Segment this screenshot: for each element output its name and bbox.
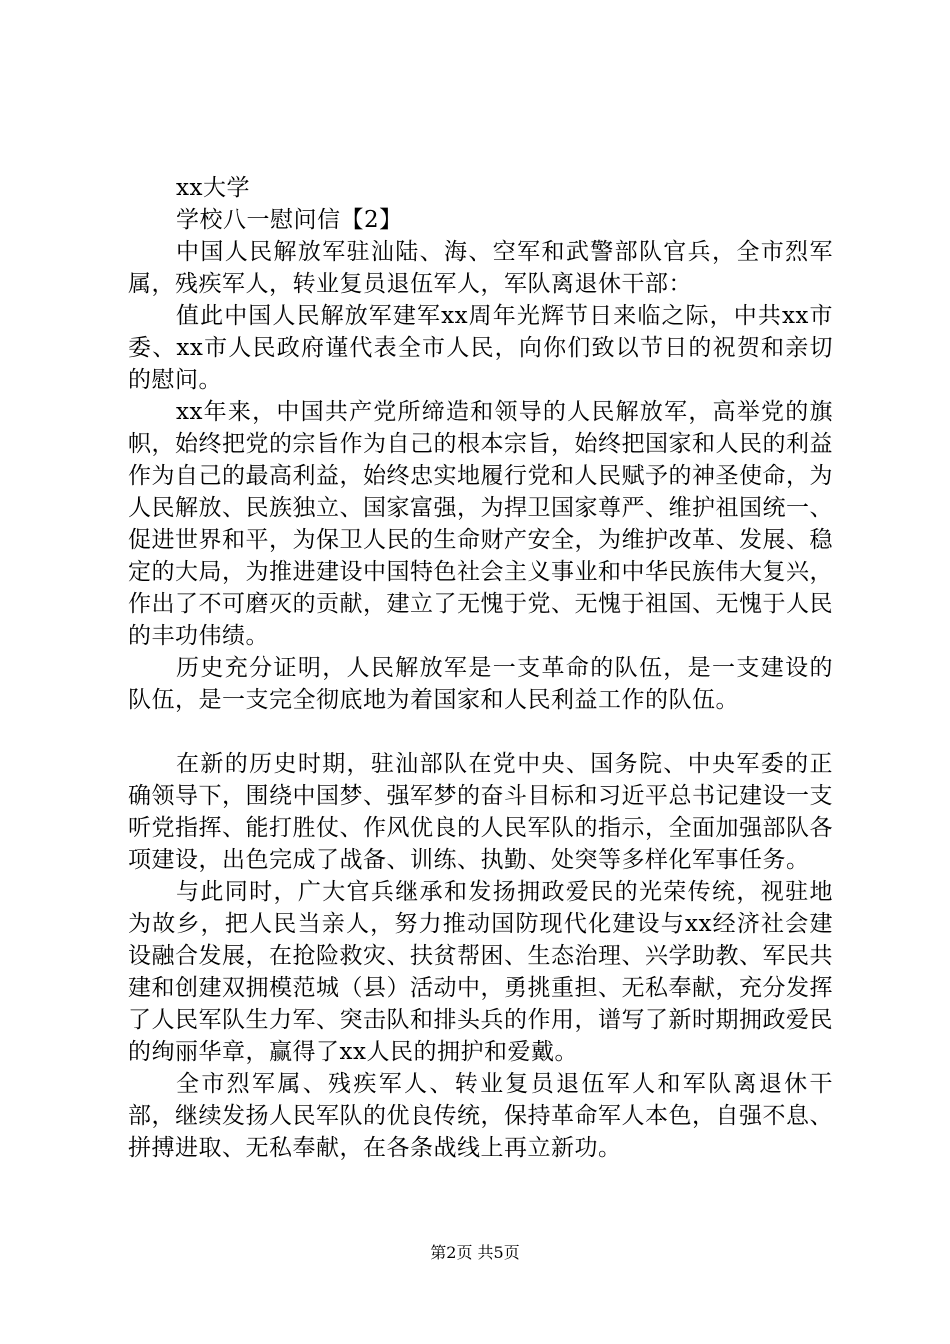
paragraph-history: xx年来，中国共产党所缔造和领导的人民解放军，高举党的旗帜，始终把党的宗旨作为自己的根本宗旨，始终把国家和人民的利益作为自己的最高利益，始终忠实地履行党和人民赋予的神圣使命，为人民解放、民族独立、国家富强，为捍卫国家尊严、维护祖国统一、促进世界和平，为保卫人民的生命财产安全，为维护改革、发展、稳定的大局，为推进建设中国特色社会主义事业和中华民族伟大复兴，作出了不可磨灭的贡献，建立了无愧于党、无愧于祖国、无愧于人民的丰功伟绩。 <box>128 399 833 649</box>
heading-title: 学校八一慰问信【2】 <box>176 207 403 233</box>
page-footer <box>0 1243 950 1263</box>
page-indicator: 第2页 共5页 <box>430 1243 520 1262</box>
paragraph-tradition: 与此同时，广大官兵继承和发扬拥政爱民的光荣传统，视驻地为故乡，把人民当亲人，努力推动国防现代化建设与xx经济社会建设融合发展，在抢险救灾、扶贫帮困、生态治理、兴学助教、军民共建和创建双拥模范城（县）活动中，勇挑重担、无私奉献，充分发挥了人民军队生力军、突击队和排头兵的作用，谱写了新时期拥政爱民的绚丽华章，赢得了xx人民的拥护和爱戴。 <box>128 879 833 1065</box>
paragraph-closing: 全市烈军属、残疾军人、转业复员退伍军人和军队离退休干部，继续发扬人民军队的优良传统，保持革命军人本色，自强不息、拼搏进取、无私奉献，在各条战线上再立新功。 <box>128 1071 833 1161</box>
paragraph-greeting: 值此中国人民解放军建军xx周年光辉节日来临之际，中共xx市委、xx市人民政府谨代表全市人民，向你们致以节日的祝贺和亲切的慰问。 <box>128 303 833 393</box>
heading-school: xx大学 <box>176 175 250 201</box>
paragraph-new-era: 在新的历史时期，驻汕部队在党中央、国务院、中央军委的正确领导下，围绕中国梦、强军梦的奋斗目标和习近平总书记建设一支听党指挥、能打胜仗、作风优良的人民军队的指示，全面加强部队各项建设，出色完成了战备、训练、执勤、处突等多样化军事任务。 <box>128 751 833 873</box>
paragraph-proof: 历史充分证明，人民解放军是一支革命的队伍，是一支建设的队伍，是一支完全彻底地为着国家和人民利益工作的队伍。 <box>128 655 833 713</box>
letter-body <box>128 172 833 1164</box>
paragraph-salutation: 中国人民解放军驻汕陆、海、空军和武警部队官兵，全市烈军属，残疾军人，转业复员退伍军人，军队离退休干部： <box>128 239 833 297</box>
